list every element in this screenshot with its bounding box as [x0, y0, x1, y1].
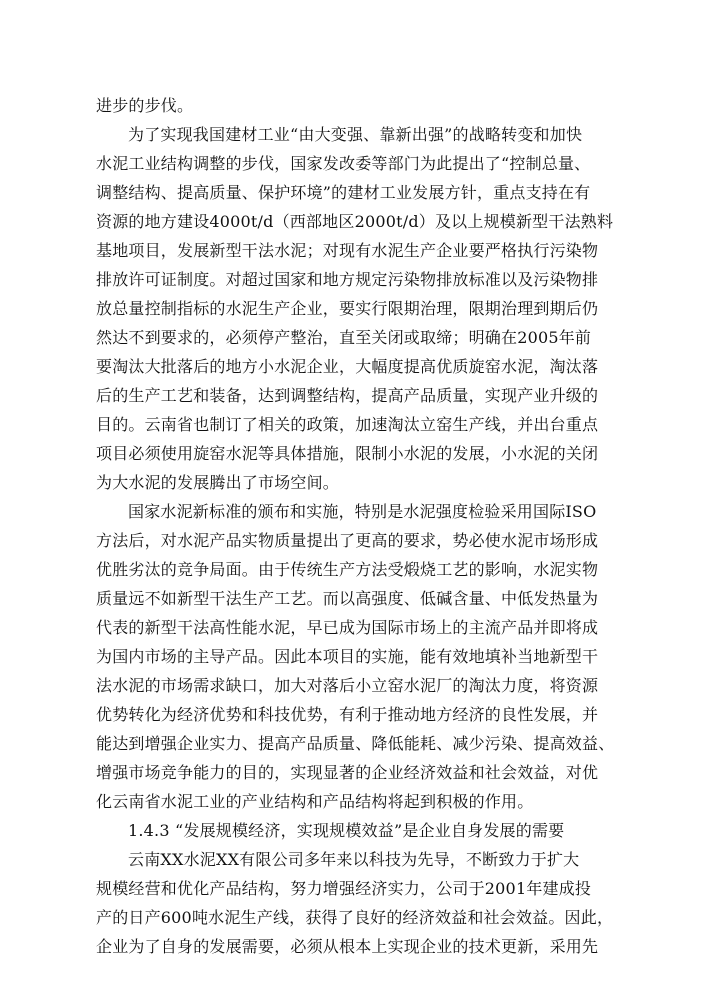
paragraph-start-line: 云南XX水泥XX有限公司多年来以科技为先导，不断致力于扩大 [128, 850, 580, 869]
section-heading: 1.4.3 “发展规模经济，实现规模效益”是企业自身发展的需要 [128, 821, 565, 840]
text-line: 为大水泥的发展腾出了市场空间。 [96, 473, 340, 492]
text-line: 能达到增强企业实力、提高产品质量、降低能耗、减少污染、提高效益、 [96, 734, 615, 753]
text-line: 方法后，对水泥产品实物质量提出了更高的要求，势必使水泥市场形成 [96, 531, 599, 550]
text-line: 法水泥的市场需求缺口，加大对落后小立窑水泥厂的淘汰力度，将资源 [96, 676, 599, 695]
text-line: 优势转化为经济优势和科技优势，有利于推动地方经济的良性发展，并 [96, 705, 599, 724]
text-line: 水泥工业结构调整的步伐，国家发改委等部门为此提出了“控制总量、 [96, 154, 591, 173]
text-line: 项目必须使用旋窑水泥等具体措施，限制小水泥的发展，小水泥的关闭 [96, 444, 599, 463]
text-line: 规模经营和优化产品结构，努力增强经济实力，公司于2001年建成投 [96, 879, 592, 898]
text-line: 排放许可证制度。对超过国家和地方规定污染物排放标准以及污染物排 [96, 270, 599, 289]
text-line: 基地项目，发展新型干法水泥；对现有水泥生产企业要严格执行污染物 [96, 241, 599, 260]
paragraph-start-line: 国家水泥新标准的颁布和实施，特别是水泥强度检验采用国际ISO [128, 502, 597, 521]
text-line: 代表的新型干法高性能水泥，早已成为国际市场上的主流产品并即将成 [96, 618, 599, 637]
text-line: 调整结构、提高质量、保护环境”的建材工业发展方针，重点支持在有 [96, 183, 591, 202]
text-line: 放总量控制指标的水泥生产企业，要实行限期治理，限期治理到期后仍 [96, 299, 599, 318]
text-line: 优胜劣汰的竞争局面。由于传统生产方法受煅烧工艺的影响，水泥实物 [96, 560, 599, 579]
text-line: 要淘汰大批落后的地方小水泥企业，大幅度提高优质旋窑水泥，淘汰落 [96, 357, 599, 376]
text-line: 然达不到要求的，必须停产整治，直至关闭或取缔；明确在2005年前 [96, 328, 592, 347]
text-line: 后的生产工艺和装备，达到调整结构，提高产品质量，实现产业升级的 [96, 386, 599, 405]
text-line: 企业为了自身的发展需要，必须从根本上实现企业的技术更新，采用先 [96, 937, 599, 956]
text-line: 化云南省水泥工业的产业结构和产品结构将起到积极的作用。 [96, 792, 534, 811]
text-line: 质量远不如新型干法生产工艺。而以高强度、低碱含量、中低发热量为 [96, 589, 599, 608]
text-line: 资源的地方建设4000t/d（西部地区2000t/d）及以上规模新型干法熟料 [96, 212, 614, 231]
text-line: 进步的步伐。 [96, 96, 194, 115]
text-line: 目的。云南省也制订了相关的政策，加速淘汰立窑生产线，并出台重点 [96, 415, 599, 434]
text-line: 产的日产600吨水泥生产线，获得了良好的经济效益和社会效益。因此， [96, 908, 614, 927]
text-line: 为国内市场的主导产品。因此本项目的实施，能有效地填补当地新型干 [96, 647, 599, 666]
paragraph-start-line: 为了实现我国建材工业“由大变强、靠新出强”的战略转变和加快 [128, 125, 583, 144]
text-line: 增强市场竞争能力的目的，实现显著的企业经济效益和社会效益，对优 [96, 763, 599, 782]
